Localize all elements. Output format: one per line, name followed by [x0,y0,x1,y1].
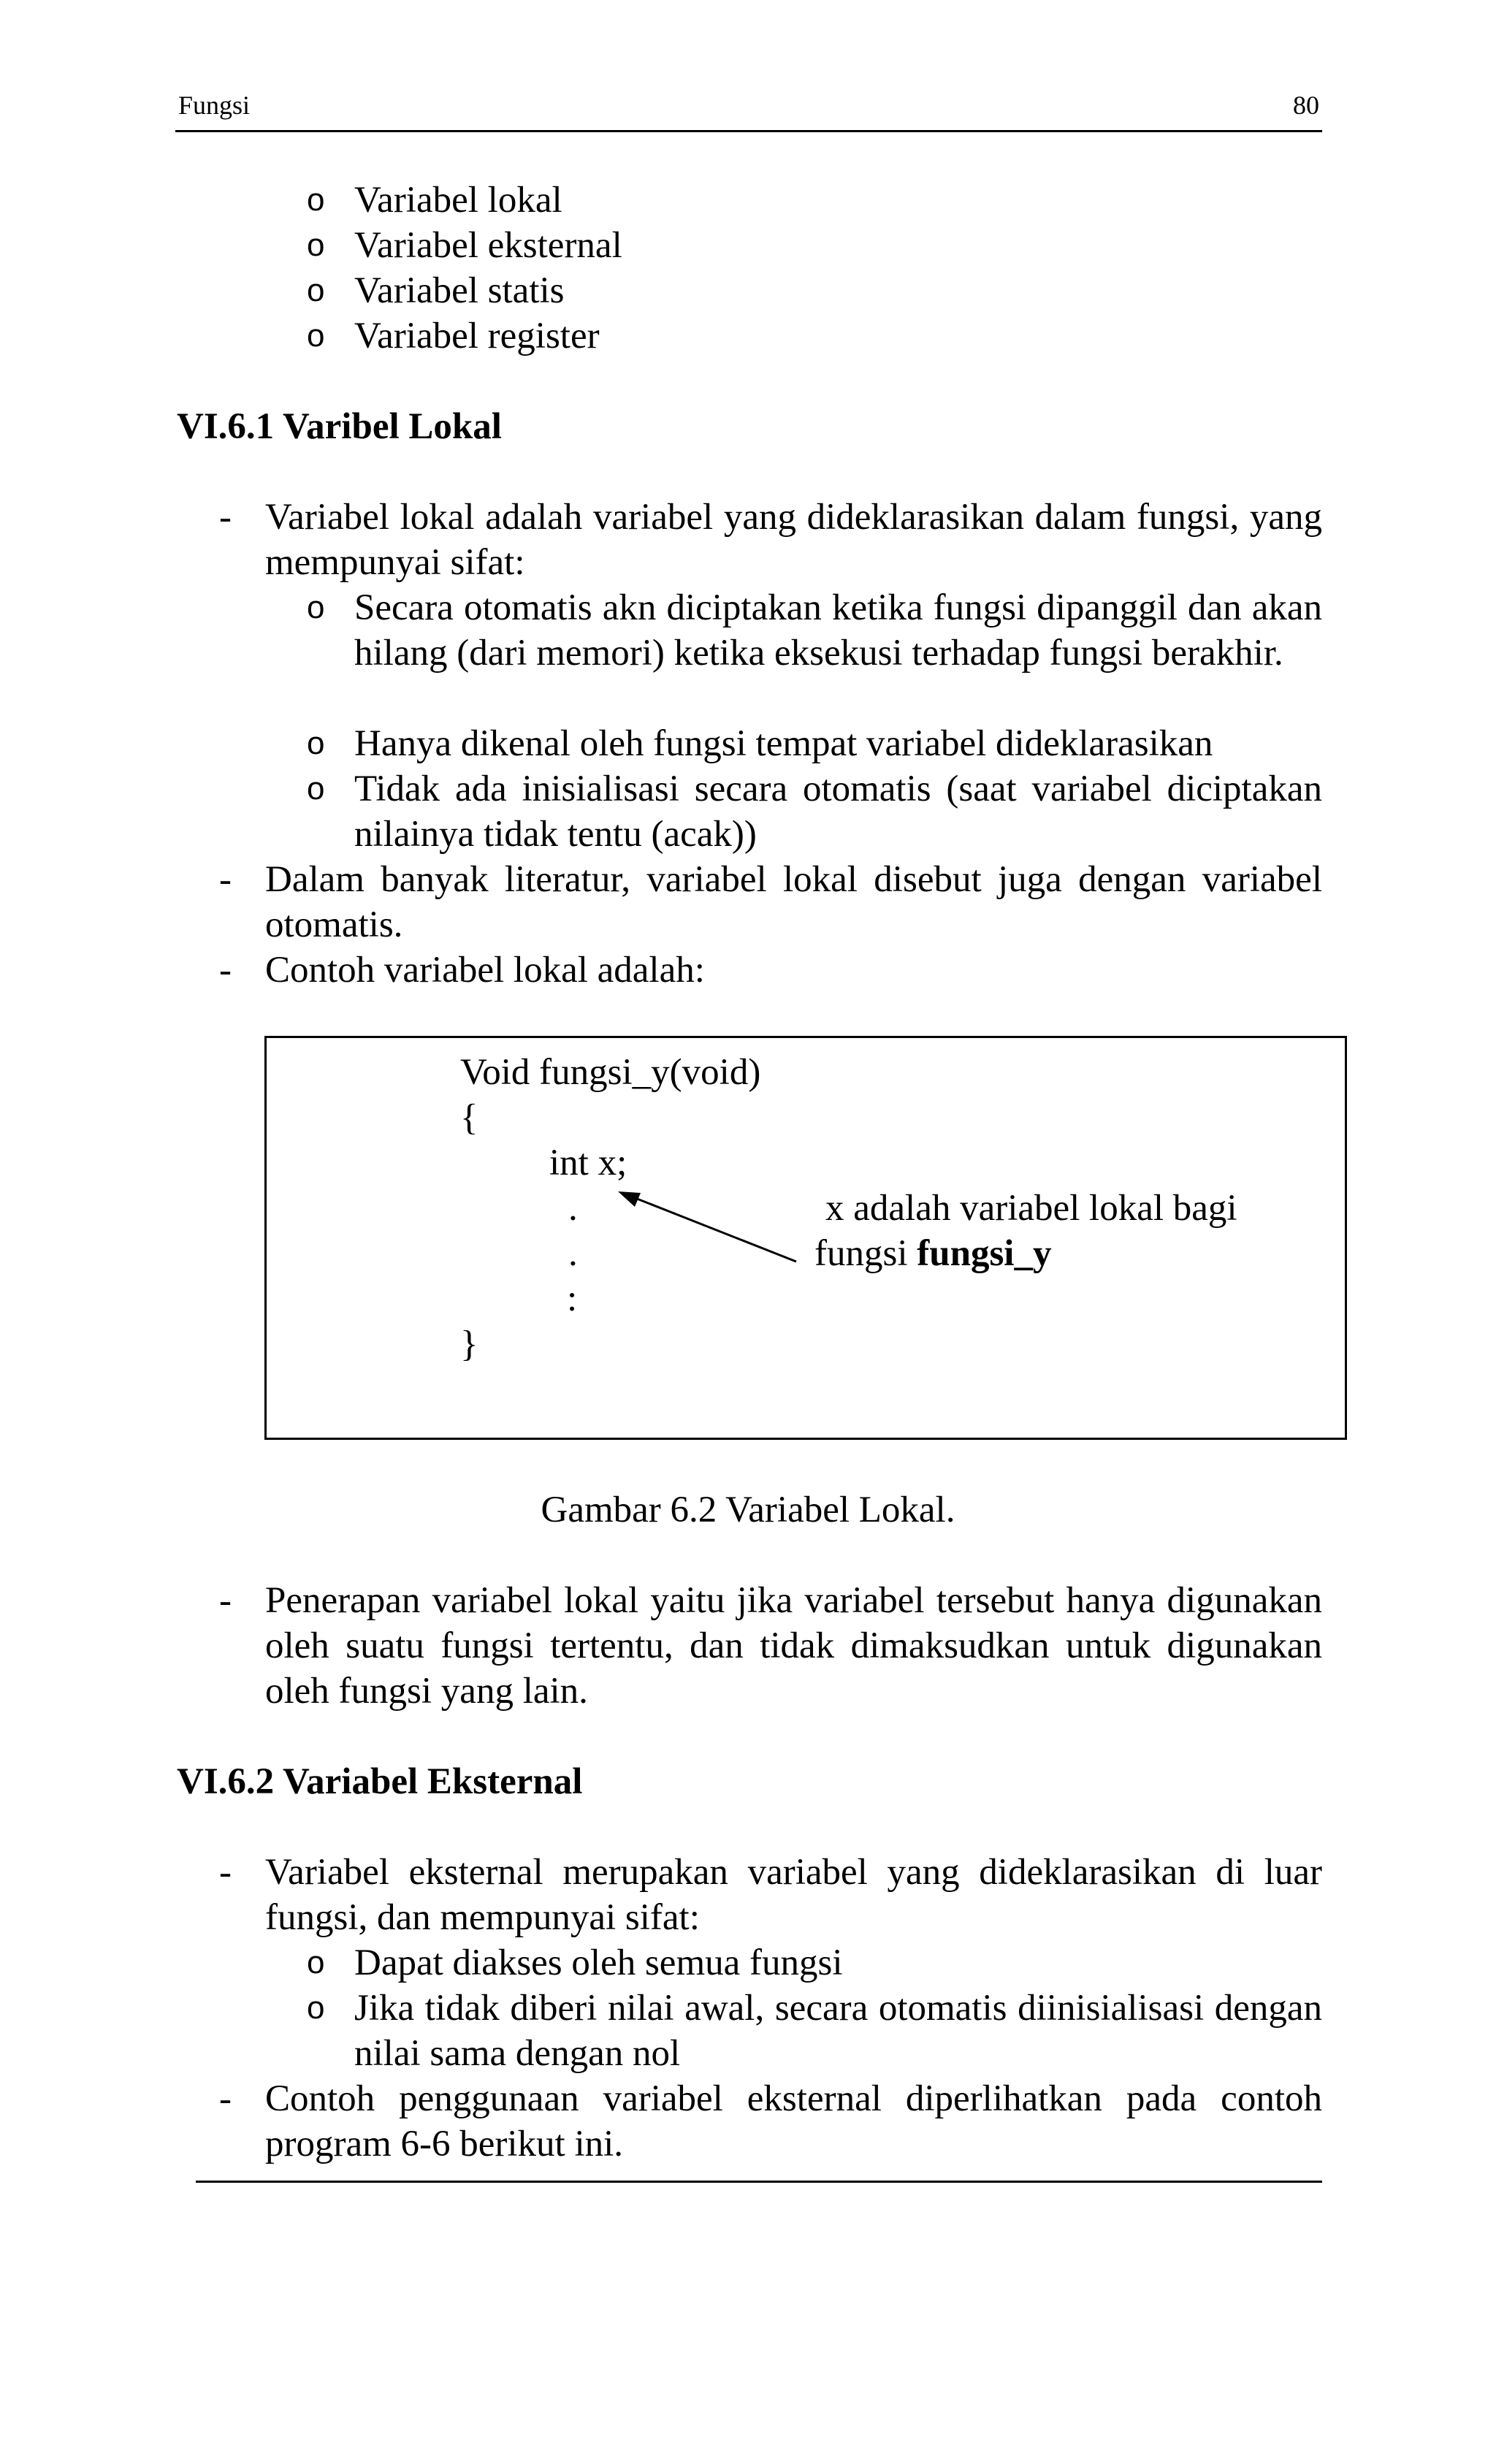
bullet-text: Contoh penggunaan variabel eksternal diperlihatkan pada contoh program 6-6 berikut ini. [265,2078,1322,2164]
code-line: Void fungsi_y(void) [460,1052,761,1093]
running-header-chapter: Fungsi [178,91,251,120]
arrowhead [618,1191,641,1207]
circle-bullet: o [307,1945,325,1980]
section-heading-external: VI.6.2 Variabel Eksternal [177,1761,583,1802]
circle-bullet: o [307,725,325,761]
property-text: Secara otomatis akn diciptakan ketika fungsi dipanggil dan akan hilang (dari memori) ketika eksekusi terhadap fungsi berakhir. [354,587,1322,674]
bullet-external-definition [219,1850,1322,1940]
list-item-text: Variabel statis [354,270,565,311]
circle-bullet: o [307,771,325,806]
property-text: Dapat diakses oleh semua fungsi [354,1942,843,1983]
bullet-text: Penerapan variabel lokal yaitu jika variabel tersebut hanya digunakan oleh suatu fungsi tertentu, dan tidak dimaksudkan untuk digunakan oleh fungsi yang lain. [265,1580,1322,1712]
property-item [307,1986,1322,2076]
dash-bullet: - [219,950,232,991]
arrow-shaft [630,1196,796,1262]
dash-bullet: - [219,497,232,538]
figure-caption: Gambar 6.2 Variabel Lokal. [541,1490,955,1530]
circle-bullet: o [307,590,325,625]
code-line: . [568,1188,578,1229]
bullet-text: Contoh variabel lokal adalah: [265,950,705,991]
bullet-text: Variabel lokal adalah variabel yang dideklarasikan dalam fungsi, yang mempunyai sifat: [265,497,1322,583]
circle-bullet: o [307,182,325,218]
annotation-text: x adalah variabel lokal bagi [825,1188,1237,1229]
property-text: Hanya dikenal oleh fungsi tempat variabel dideklarasikan [354,723,1213,764]
circle-bullet: o [307,227,325,263]
annotation-prefix: fungsi [814,1233,908,1274]
dash-bullet: - [219,859,232,900]
property-text: Tidak ada inisialisasi secara otomatis (saat variabel diciptakan nilainya tidak tentu (acak)) [354,768,1322,855]
list-item-text: Variabel eksternal [354,225,622,266]
dash-bullet: - [219,2078,232,2119]
circle-bullet: o [307,272,325,308]
bullet-text: Variabel eksternal merupakan variabel yang dideklarasikan di luar fungsi, dan mempunyai sifat: [265,1852,1322,1938]
dash-bullet: - [219,1580,232,1621]
code-line: { [460,1097,478,1138]
bullet-local-usage [219,1578,1322,1714]
section-heading-local: VI.6.1 Varibel Lokal [177,406,502,447]
circle-bullet: o [307,318,325,354]
annotation-function-name: fungsi_y [917,1233,1052,1274]
page-number: 80 [1293,91,1319,120]
property-item [307,1940,1322,1986]
circle-bullet: o [307,1990,325,2026]
code-line: int x; [549,1143,627,1183]
code-line: : [567,1278,578,1319]
bullet-text: Dalam banyak literatur, variabel lokal disebut juga dengan variabel otomatis. [265,859,1322,945]
list-item-text: Variabel lokal [354,180,562,221]
footer-rule [196,2181,1322,2183]
property-text: Jika tidak diberi nilai awal, secara otomatis diinisialisasi dengan nilai sama dengan nol [354,1988,1322,2074]
list-item-text: Variabel register [354,316,600,356]
code-line: } [460,1324,478,1365]
dash-bullet: - [219,1852,232,1893]
code-line: . [568,1233,578,1274]
bullet-external-example [219,2076,1322,2167]
